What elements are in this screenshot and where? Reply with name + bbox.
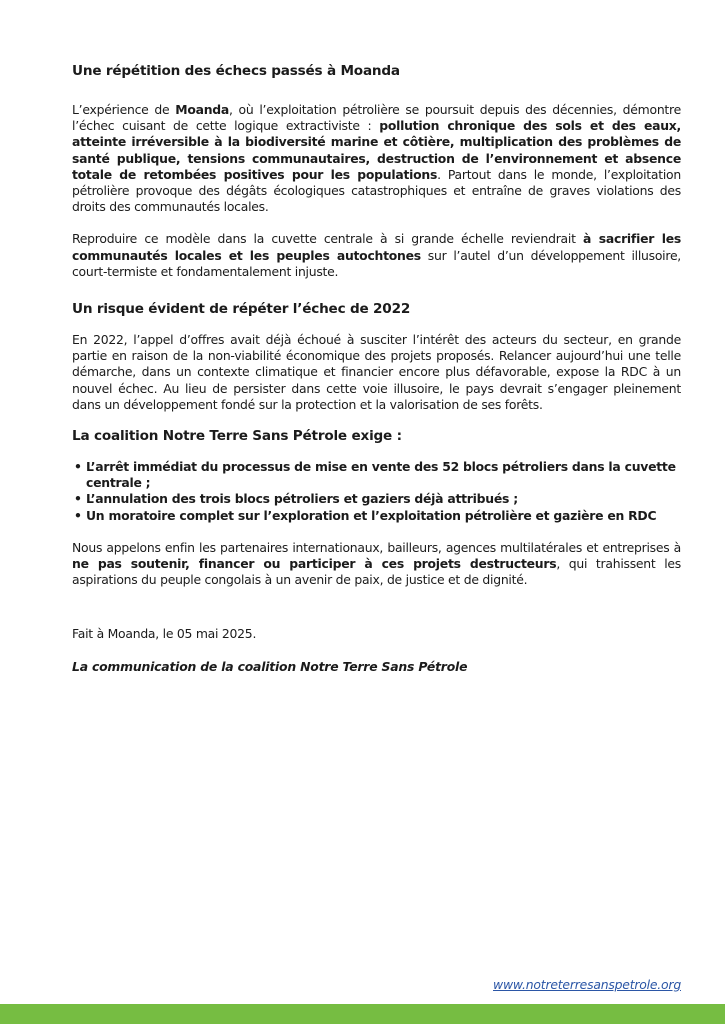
paragraph-appel-partenaires: Nous appelons enfin les partenaires internationaux, bailleurs, agences multilatérales et entreprises à ne pas soutenir, financer ou participer à ces projets destructeurs, qui trahissent les aspirations du peuple congolais à un avenir de paix, de justice et de dignité. xyxy=(72,539,682,588)
document-body xyxy=(72,62,681,675)
place-date: Fait à Moanda, le 05 mai 2025. xyxy=(72,626,257,642)
section-heading-moanda: Une répétition des échecs passés à Moanda xyxy=(72,63,400,79)
demands-list xyxy=(72,459,681,524)
section-heading-coalition-exige: La coalition Notre Terre Sans Pétrole exige : xyxy=(72,428,402,445)
footer-bar xyxy=(0,1004,725,1024)
paragraph-cuvette-centrale: Reproduire ce modèle dans la cuvette centrale à si grande échelle reviendrait à sacrifier les communautés locales et les peuples autochtones sur l’autel d’un développement illusoire, court-termiste et fondamentalement injuste. xyxy=(72,231,682,279)
paragraph-echec-2022: En 2022, l’appel d’offres avait déjà échoué à susciter l’intérêt des acteurs du secteur, en grande partie en raison de la non-viabilité économique des projets proposés. Relancer aujourd’hui une telle démarche, dans un contexte climatique et financier encore plus défavorable, expose la RDC à un nouvel échec. Au lieu de persister dans cette voie illusoire, le pays devrait s’engager pleinement dans un développement fondé sur la protection et la valorisation de ses forêts. xyxy=(72,332,681,412)
section-heading-risque-2022: Un risque évident de répéter l’échec de 2022 xyxy=(72,301,411,318)
website-link[interactable]: www.notreterresanspetrole.org xyxy=(493,977,681,992)
paragraph-moanda-experience: L’expérience de Moanda, où l’exploitation pétrolière se poursuit depuis des décennies, démontre l’échec cuisant de cette logique extractiviste : pollution chronique des sols et des eaux, atteinte irréversible à la biodiversité marine et côtière, multiplication des problèmes de santé publique, tensions communautaires, destruction de l’environnement et absence totale de retombées positives pour les populations. Partout dans le monde, l’exploitation pétrolière provoque des dégâts écologiques catastrophiques et entraîne de graves violations des droits des communautés locales. xyxy=(72,102,681,215)
signature: La communication de la coalition Notre Terre Sans Pétrole xyxy=(72,658,468,674)
list-item: • L’arrêt immédiat du processus de mise en vente des 52 blocs pétroliers dans la cuvette centrale ; xyxy=(72,459,681,491)
list-item: • L’annulation des trois blocs pétroliers et gaziers déjà attribués ; xyxy=(72,491,681,507)
list-item: • Un moratoire complet sur l’exploration et l’exploitation pétrolière et gazière en RDC xyxy=(72,508,681,524)
